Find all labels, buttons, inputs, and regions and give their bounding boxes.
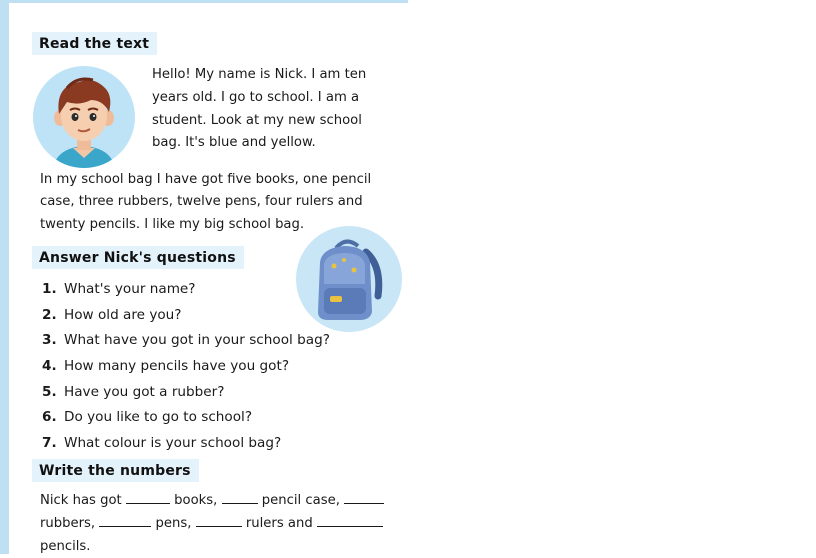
numbers-heading: Write the numbers	[32, 459, 199, 482]
blank-pencil-case[interactable]	[222, 492, 258, 504]
question-item: 5. Have you got a rubber?	[42, 383, 225, 400]
bag-paragraph: In my school bag I have got five books, one pencil case, three rubbers, twelve pens, four rulers and twenty pencils. I like my big school bag.	[40, 172, 372, 232]
fill-in-sentence: Nick has got books, pencil case, rubbers, pens, rulers and pencils.	[40, 489, 410, 558]
blank-pencils[interactable]	[317, 515, 383, 527]
question-item: 1. What's your name?	[42, 281, 196, 297]
intro-text: Hello! My name is Nick. I am ten years old. I go to school. I am a student. Look at my new school bag. It's blue and yellow.	[152, 67, 367, 151]
blank-books[interactable]	[126, 492, 170, 504]
blank-pens[interactable]	[99, 515, 151, 527]
blank-rulers[interactable]	[196, 515, 242, 527]
question-item: 3. What have you got in your school bag?	[42, 332, 330, 349]
blank-rubbers[interactable]	[344, 492, 384, 504]
read-heading: Read the text	[32, 32, 157, 55]
questions-list	[42, 277, 330, 457]
question-item: 6. Do you like to go to school?	[42, 409, 253, 426]
boy-avatar-icon	[33, 66, 135, 168]
worksheet	[0, 0, 408, 554]
question-item: 4. How many pencils have you got?	[42, 358, 290, 375]
question-item: 7. What colour is your school bag?	[42, 435, 282, 452]
answer-heading: Answer Nick's questions	[32, 246, 244, 269]
question-item: 2. How old are you?	[42, 306, 182, 323]
